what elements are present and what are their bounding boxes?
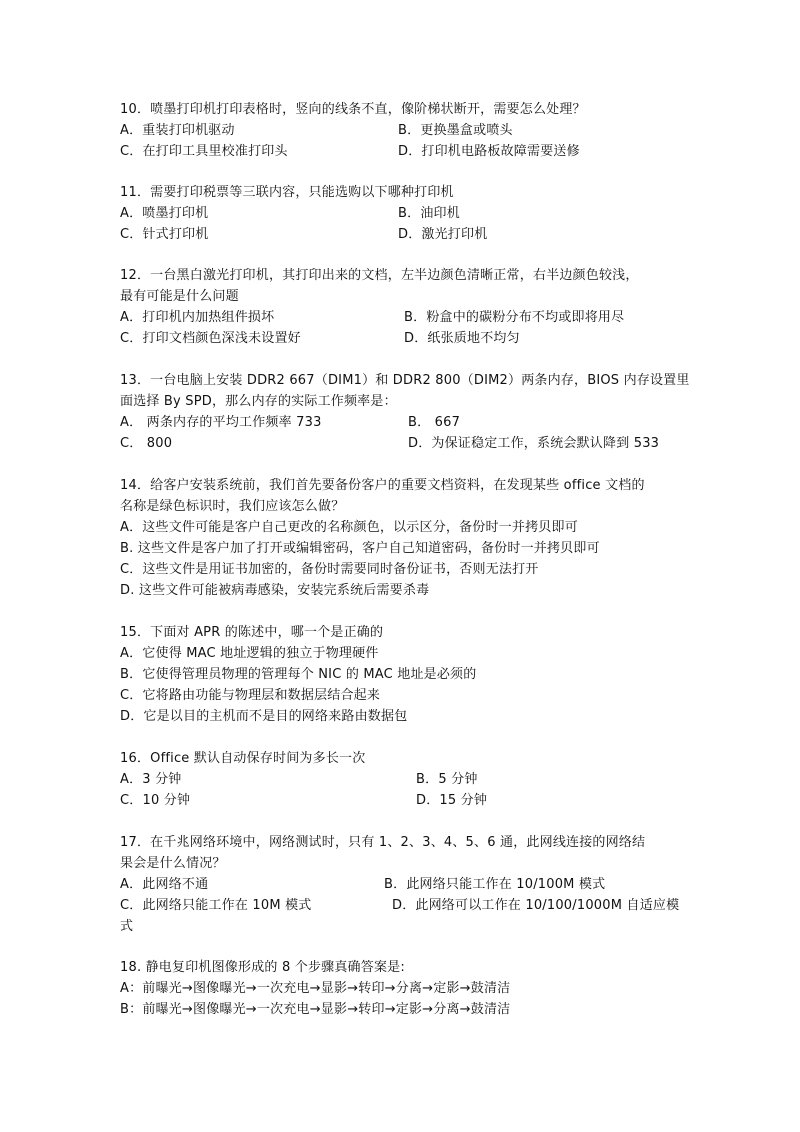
question-13-stem-line-1: 13．一台电脑上安装 DDR2 667（DIM1）和 DDR2 800（DIM2）两条内存，BIOS 内存设置里 [120,373,690,388]
question-13-option-c: C． 800 [120,436,173,451]
question-12-stem-line-1: 12．一台黑白激光打印机，其打印出来的文档，左半边颜色清晰正常，右半边颜色较浅， [120,268,639,283]
question-15-option-a: A．它使得 MAC 地址逻辑的独立于物理硬件 [120,646,379,661]
question-12-option-c: C．打印文档颜色深浅未设置好 [120,331,301,346]
question-16-option-c: C．10 分钟 [120,793,191,808]
question-12-option-b: B．粉盒中的碳粉分布不均或即将用尽 [404,310,625,325]
question-11-stem: 11．需要打印税票等三联内容，只能选购以下哪种打印机 [120,185,454,200]
question-17-option-b: B．此网络只能工作在 10/100M 模式 [384,877,606,892]
question-14-option-a: A．这些文件可能是客户自己更改的名称颜色，以示区分，备份时一并拷贝即可 [120,520,578,535]
question-12-option-d: D．纸张质地不均匀 [404,331,520,346]
question-14-stem-line-1: 14．给客户安装系统前，我们首先要备份客户的重要文档资料，在发现某些 office 文档的 [120,478,645,493]
question-18-option-a: A：前曝光→图像曝光→一次充电→显影→转印→分离→定影→鼓清洁 [120,981,511,996]
question-13-option-b: B． 667 [408,415,461,430]
question-13-option-a: A． 两条内存的平均工作频率 733 [120,415,322,430]
question-14-option-c: C．这些文件是用证书加密的，备份时需要同时备份证书，否则无法打开 [120,562,539,577]
question-11-option-d: D．激光打印机 [398,227,488,242]
question-17-option-c: C．此网络只能工作在 10M 模式 [120,898,312,913]
question-15-option-b: B．它使得管理员物理的管理每个 NIC 的 MAC 地址是必须的 [120,667,477,682]
question-11-option-c: C．针式打印机 [120,227,209,242]
question-14-stem-line-2: 名称是绿色标识时，我们应该怎么做？ [120,499,345,514]
question-15-option-d: D．它是以目的主机而不是目的网络来路由数据包 [120,709,408,724]
question-18-option-b: B：前曝光→图像曝光→一次充电→显影→转印→定影→分离→鼓清洁 [120,1002,511,1017]
question-14-option-b: B. 这些文件是客户加了打开或编辑密码，客户自己知道密码，备份时一并拷贝即可 [120,541,600,556]
question-17-stem-line-1: 17．在千兆网络环境中，网络测试时，只有 1、2、3、4、5、6 通，此网线连接的网络结 [120,835,646,850]
question-12-stem-line-2: 最有可能是什么问题 [120,289,239,304]
question-17-option-a: A．此网络不通 [120,877,209,892]
question-10-option-d: D．打印机电路板故障需要送修 [398,144,580,159]
question-11-option-a: A．喷墨打印机 [120,206,209,221]
question-16-stem: 16．Office 默认自动保存时间为多长一次 [120,751,366,766]
question-13-stem-line-2: 面选择 By SPD，那么内存的实际工作频率是： [120,394,397,409]
question-15-stem: 15．下面对 APR 的陈述中，哪一个是正确的 [120,625,384,640]
question-17-option-d: D．此网络可以工作在 10/100/1000M 自适应模 [392,898,680,913]
question-10-option-b: B．更换墨盒或喷头 [398,123,513,138]
question-16-option-b: B．5 分钟 [416,772,478,787]
question-11-option-b: B．油印机 [398,206,460,221]
question-14-option-d: D. 这些文件可能被病毒感染，安装完系统后需要杀毒 [120,583,430,598]
question-10-option-a: A．重装打印机驱动 [120,123,235,138]
question-13-option-d: D．为保证稳定工作，系统会默认降到 533 [408,436,660,451]
question-16-option-d: D．15 分钟 [416,793,488,808]
question-17-option-d-continuation: 式 [120,919,134,934]
question-12-option-a: A．打印机内加热组件损坏 [120,310,275,325]
question-10-stem: 10．喷墨打印机打印表格时，竖向的线条不直，像阶梯状断开，需要怎么处理？ [120,102,586,117]
question-17-stem-line-2: 果会是什么情况？ [120,856,226,871]
question-15-option-c: C．它将路由功能与物理层和数据层结合起来 [120,688,381,703]
question-16-option-a: A．3 分钟 [120,772,182,787]
question-10-option-c: C．在打印工具里校准打印头 [120,144,288,159]
question-18-stem: 18. 静电复印机图像形成的 8 个步骤真确答案是: [120,960,405,975]
